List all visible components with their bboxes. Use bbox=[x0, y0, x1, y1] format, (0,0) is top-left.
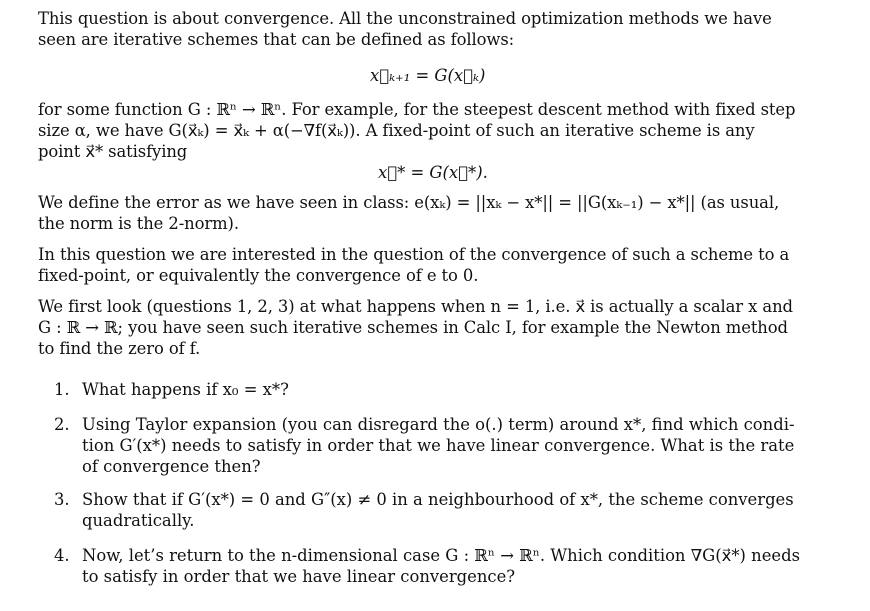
question-2 bbox=[54, 415, 795, 435]
question-text: Now, let’s return to the n-dimensional case G : ℝⁿ → ℝⁿ. Which condition ∇G(x⃗*) needs bbox=[82, 546, 800, 565]
intro-line-2: seen are iterative schemes that can be defined as follows: bbox=[38, 30, 515, 49]
question-text: What happens if x₀ = x*? bbox=[82, 380, 289, 399]
question-2-line-3: of convergence then? bbox=[82, 457, 261, 476]
interest-line-2: fixed-point, or equivalently the convergence of e to 0. bbox=[38, 266, 479, 285]
question-number: 1. bbox=[54, 380, 70, 399]
question-1 bbox=[54, 380, 289, 400]
question-text: Using Taylor expansion (you can disregard the o(.) term) around x*, find which condi- bbox=[82, 415, 795, 434]
question-2-line-2: tion G′(x*) needs to satisfy in order that we have linear convergence. What is the rate bbox=[82, 436, 795, 455]
first-look-line-2: G : ℝ → ℝ; you have seen such iterative schemes in Calc I, for example the Newton method bbox=[38, 318, 788, 337]
question-number: 3. bbox=[54, 490, 70, 509]
question-3-line-2: quadratically. bbox=[82, 511, 195, 530]
function-line-2: size α, we have G(x⃗ₖ) = x⃗ₖ + α(−∇f(x⃗ₖ)). A fixed-point of such an iterative scheme is any bbox=[38, 121, 755, 140]
function-line-3: point x⃗* satisfying bbox=[38, 142, 188, 161]
question-3 bbox=[54, 490, 794, 510]
question-4 bbox=[54, 546, 800, 566]
question-number: 2. bbox=[54, 415, 70, 434]
equation-fixed-point: x⃗* = G(x⃗*). bbox=[378, 163, 488, 182]
interest-line-1: In this question we are interested in the question of the convergence of such a scheme to a bbox=[38, 245, 790, 264]
equation-iteration: x⃗ₖ₊₁ = G(x⃗ₖ) bbox=[370, 66, 486, 85]
question-4-line-2: to satisfy in order that we have linear convergence? bbox=[82, 567, 516, 586]
error-line-2: the norm is the 2-norm). bbox=[38, 214, 239, 233]
first-look-line-3: to find the zero of f. bbox=[38, 339, 201, 358]
question-text: Show that if G′(x*) = 0 and G″(x) ≠ 0 in a neighbourhood of x*, the scheme converges bbox=[82, 490, 794, 509]
first-look-line-1: We first look (questions 1, 2, 3) at what happens when n = 1, i.e. x⃗ is actually a scalar x and bbox=[38, 297, 793, 316]
intro-line-1: This question is about convergence. All the unconstrained optimization methods we have bbox=[38, 9, 772, 28]
question-number: 4. bbox=[54, 546, 70, 565]
function-line-1: for some function G : ℝⁿ → ℝⁿ. For example, for the steepest descent method with fixed step bbox=[38, 100, 796, 119]
error-line-1: We define the error as we have seen in class: e(xₖ) = ||xₖ − x*|| = ||G(xₖ₋₁) − x*|| (as usual, bbox=[38, 193, 780, 212]
